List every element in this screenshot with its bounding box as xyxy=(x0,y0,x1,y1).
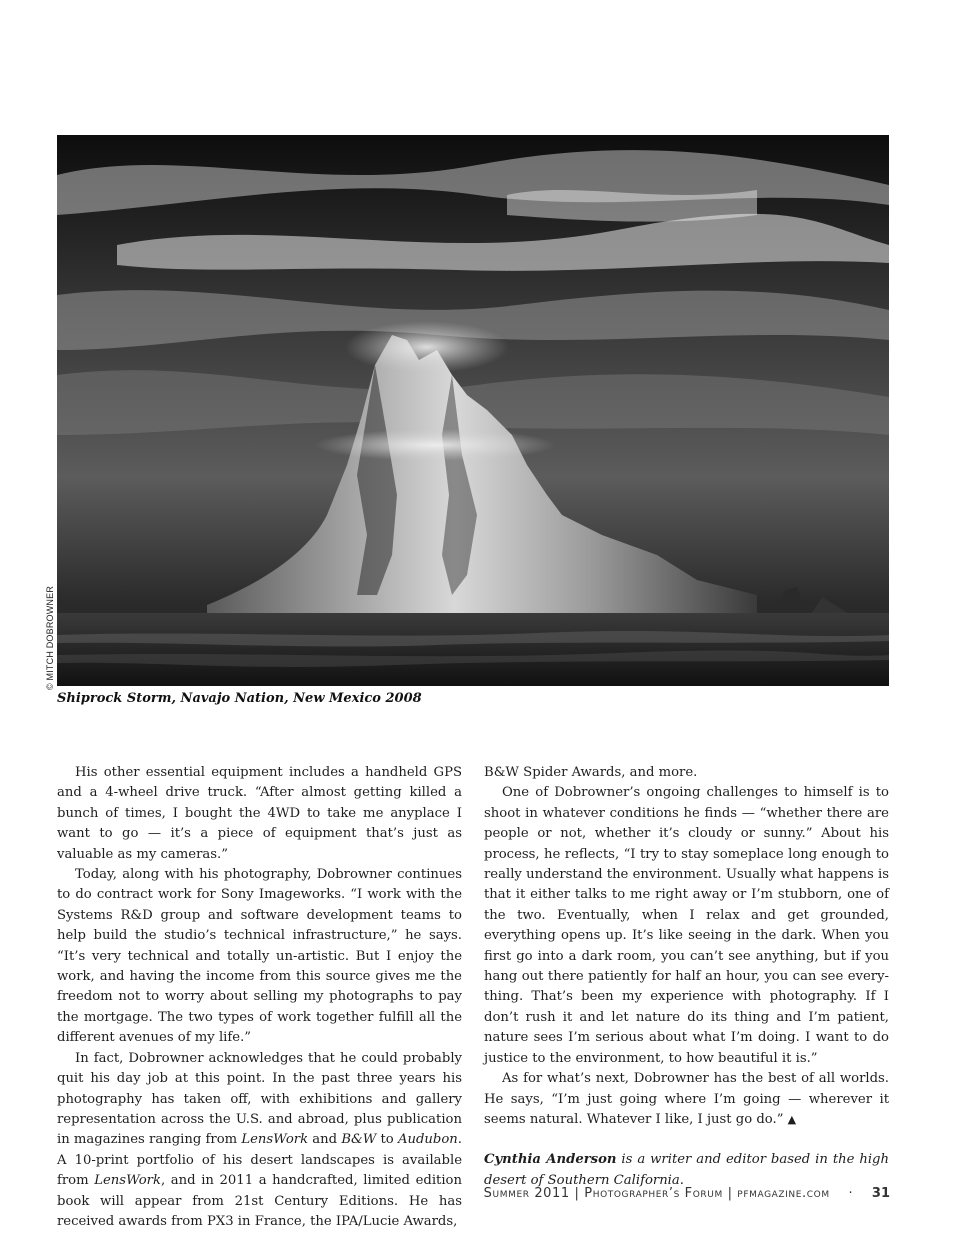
article-column-left xyxy=(57,763,462,1232)
publication-title: LensWork xyxy=(241,1132,309,1148)
paragraph-text: to xyxy=(376,1132,398,1148)
paragraph: B&W Spider Awards, and more. xyxy=(484,765,698,780)
article-column-right xyxy=(484,763,889,1191)
landscape-image xyxy=(57,135,889,686)
publication-title: Audubon xyxy=(397,1132,458,1148)
footer-separator: | xyxy=(727,1186,733,1201)
footer-dot: · xyxy=(848,1186,854,1201)
photo-caption: Shiprock Storm, Navajo Nation, New Mexico 2008 xyxy=(57,691,422,706)
paragraph xyxy=(57,1049,462,1233)
footer-separator: | xyxy=(574,1186,580,1201)
paragraph: Today, along with his photography, Dobrowner continues to do contract work for Sony Imageworks. “I work with the Systems R&D group and software development teams to help build the studio’s technical infrastructure,” he says. “It’s very technical and totally un-artistic. But I enjoy the work, and having the income from this source gives me the freedom not to worry about selling my photographs to pay the mortgage. The two types of work together fulfill all the different avenues of my life.” xyxy=(57,867,462,1046)
issue-date: Summer 2011 xyxy=(483,1186,570,1201)
paragraph-text: . A 10-print portfolio of his desert landscapes is available from xyxy=(57,1132,462,1189)
author-name: Cynthia Anderson xyxy=(484,1152,617,1168)
author-bio-text: is a writer and editor based in the high desert of Southern California. xyxy=(484,1152,889,1188)
shiprock-photo xyxy=(57,135,889,686)
paragraph-text: , and in 2011 a handcrafted, limited edition book will appear from 21st Century Editions. He has received awards from PX3 in France, the IPA/Lucie Awards, xyxy=(57,1173,462,1229)
photo-credit: © MITCH DOBROWNER xyxy=(45,585,55,690)
paragraph: His other essential equipment includes a handheld GPS and a 4-wheel drive truck. “After almost getting killed a bunch of times, I bought the 4WD to take me anyplace I want to go — it’s a piece of equipment that’s just as valuable as my cameras.” xyxy=(57,765,462,862)
paragraph: One of Dobrowner’s ongoing challenges to himself is to shoot in whatever conditions he finds — “whether there are people or not, whether it’s cloudy or sunny.” About his process, he reflects, “I try to stay someplace long enough to really understand the environment. Usually what happens is that it either talks to me right away or I’m stubborn, one of the two. Eventually, when I relax and get grounded, everything opens up. It’s like seeing in the dark. When you first go into a dark room, you can’t see anything, but if you hang out there patiently for half an hour, you can see everything. That’s been my experience with photography. If I don’t rush it and let nature do its thing and I’m patient, nature sees I’m serious about what I’m doing. I want to do justice to the environment, to how beautiful it is.” xyxy=(484,785,889,1066)
end-mark-icon: ▲ xyxy=(787,1112,797,1126)
publication-title: B&W xyxy=(341,1132,377,1148)
paragraph xyxy=(484,1069,889,1130)
author-bio xyxy=(484,1150,889,1191)
magazine-name: Photographer’s Forum xyxy=(584,1186,723,1201)
publication-title: LensWork xyxy=(94,1173,161,1189)
page-number: 31 xyxy=(871,1186,890,1201)
paragraph-text: As for what’s next, Dobrowner has the best of all worlds. He says, “I’m just going where I’m going — wherever it seems natural. Whatever I like, I just go do.” xyxy=(484,1071,889,1127)
paragraph-text: In fact, Dobrowner acknowledges that he could probably quit his day job at this point. In the past three years his photography has taken off, with exhibitions and gallery representation across the U.S. and abroad, plus publication in magazines ranging from xyxy=(57,1050,462,1148)
paragraph-text: and xyxy=(308,1132,342,1148)
page-footer xyxy=(484,1186,890,1201)
magazine-website: pfmagazine.com xyxy=(737,1186,830,1201)
